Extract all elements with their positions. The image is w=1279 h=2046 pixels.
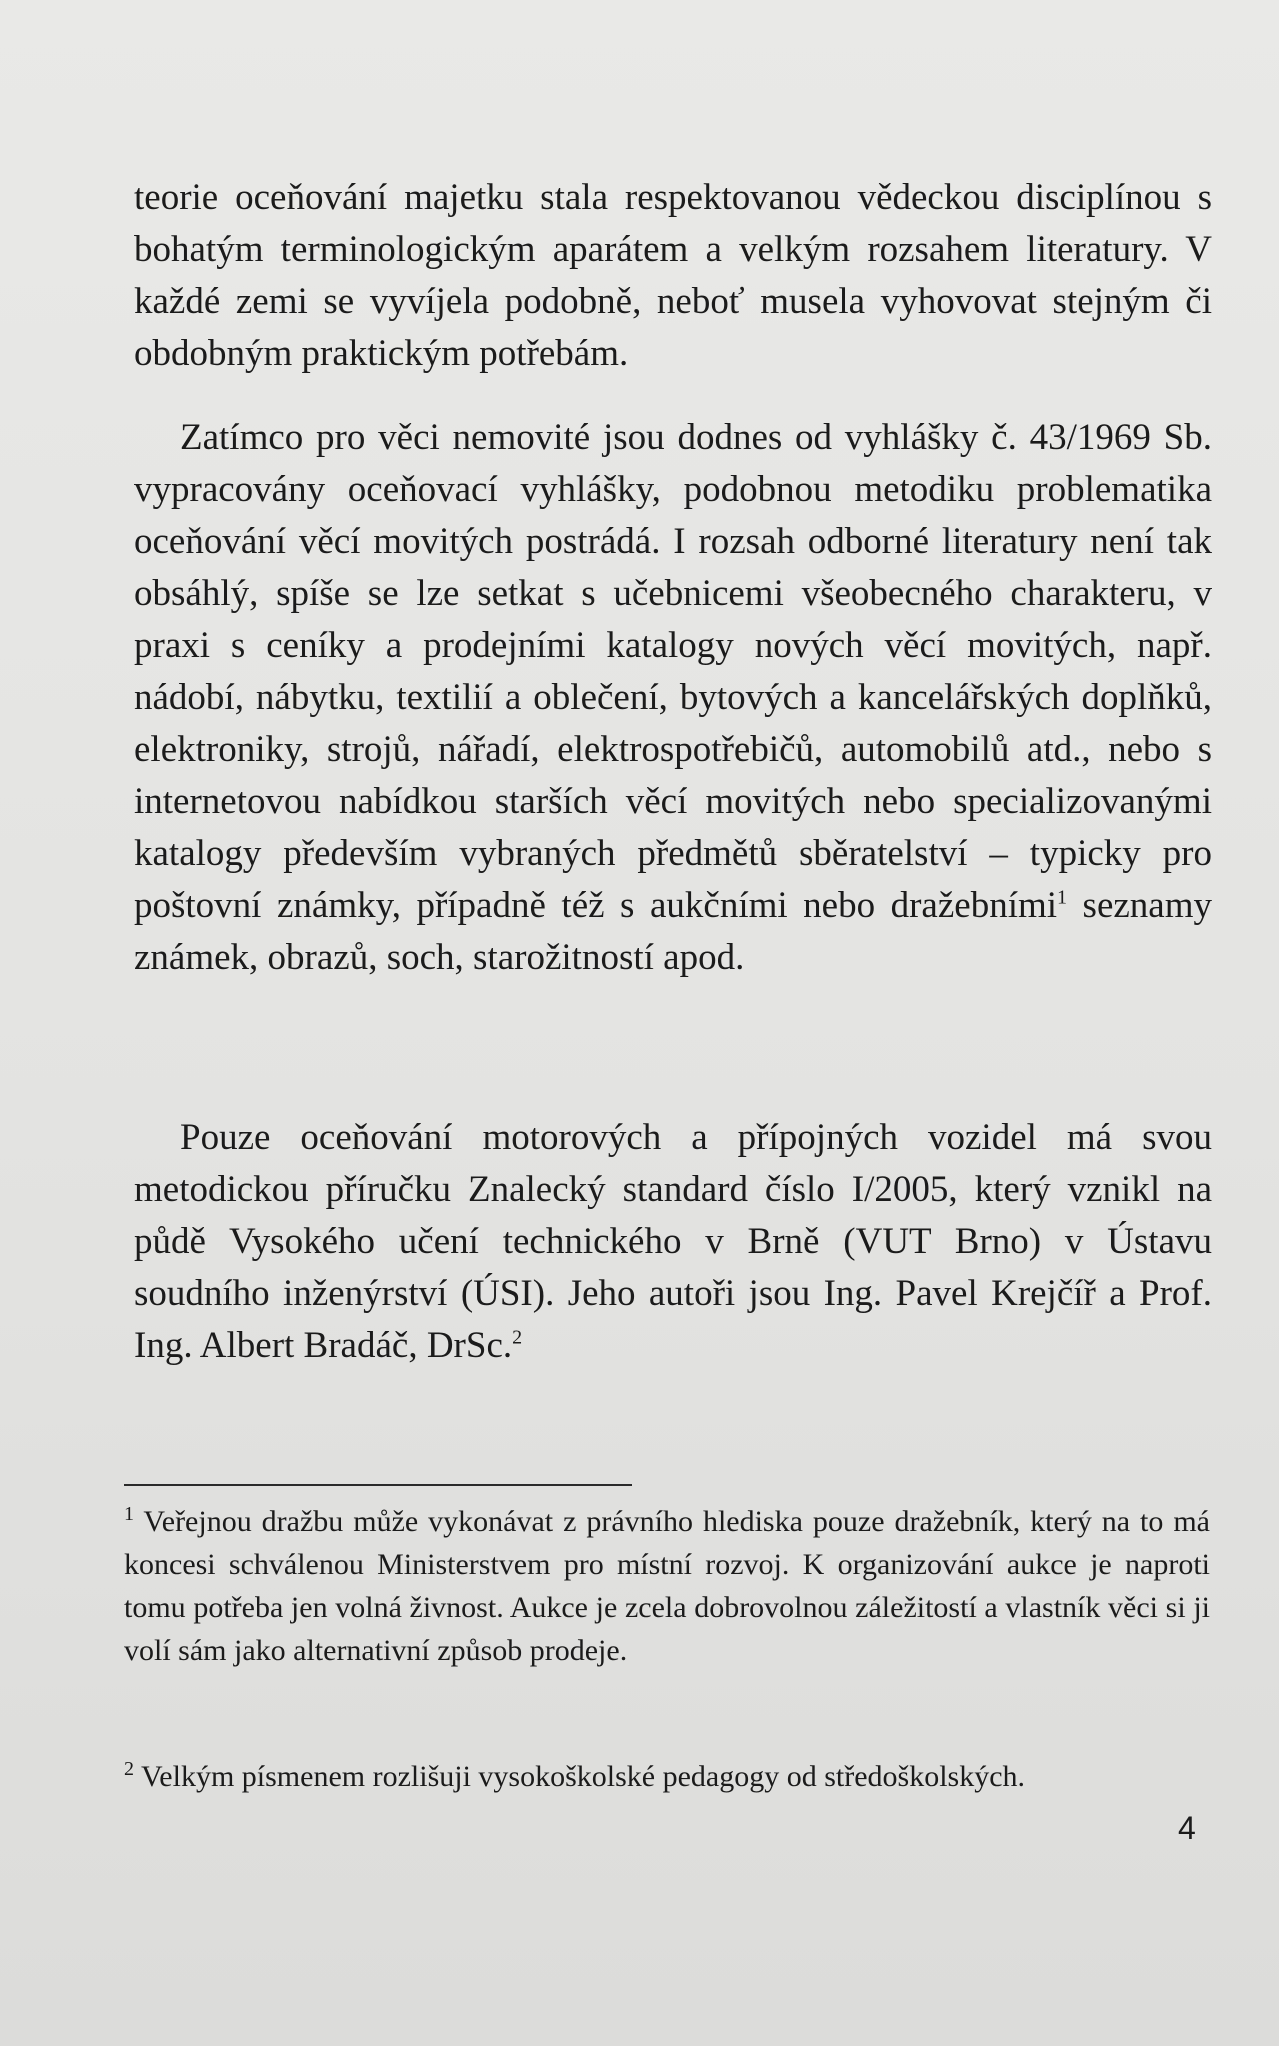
footnote-1-text: Veřejnou dražbu může vykonávat z právního hlediska pouze dražebník, který na to má koncesi schválenou Ministerstvem pro místní rozvoj. K organizování aukce je naproti tomu potřeba jen volná živnost. Aukce je zcela dobrovolnou záležitostí a vlastník věci si ji volí sám jako alternativní způsob prodeje. (124, 1505, 1210, 1667)
footnote-separator (124, 1484, 632, 1486)
body-paragraph-2-text-continued: seznamy známek, obrazů, soch, starožitností apod. (134, 885, 1212, 978)
body-paragraph-3-text: Pouze oceňování motorových a přípojných vozidel má svou metodickou příručku Znalecký standard číslo I/2005, který vznikl na půdě Vysokého učení technického v Brně (VUT Brno) v Ústavu soudního inženýrství (ÚSI). Jeho autoři jsou Ing. Pavel Krejčíř a Prof. Ing. Albert Bradáč, DrSc. (134, 1117, 1212, 1366)
footnote-1-marker: 1 (124, 1503, 134, 1525)
body-paragraph-2 (134, 412, 1212, 984)
footnote-2-text: Velkým písmenem rozlišuji vysokoškolské pedagogy od středoškolských. (134, 1760, 1026, 1793)
body-paragraph-1: teorie oceňování majetku stala respektovanou vědeckou disciplínou s bohatým terminologickým aparátem a velkým rozsahem literatury. V každé zemi se vyvíjela podobně, neboť musela vyhovovat stejným či obdobným praktickým potřebám. (134, 177, 1212, 374)
footnote-2-marker: 2 (124, 1758, 134, 1780)
page-number: 4 (1178, 1810, 1196, 1846)
footnote-reference-2: 2 (512, 1326, 523, 1349)
footnote-2 (124, 1755, 1210, 1798)
footnote-reference-1: 1 (1057, 886, 1068, 909)
footnote-1 (124, 1500, 1210, 1672)
body-paragraph-3 (134, 1112, 1212, 1372)
body-paragraph-2-text: Zatímco pro věci nemovité jsou dodnes od vyhlášky č. 43/1969 Sb. vypracovány oceňovací vyhlášky, podobnou metodiku problematika oceňování věcí movitých postrádá. I rozsah odborné literatury není tak obsáhlý, spíše se lze setkat s učebnicemi všeobecného charakteru, v praxi s ceníky a prodejními katalogy nových věcí movitých, např. nádobí, nábytku, textilií a oblečení, bytových a kancelářských doplňků, elektroniky, strojů, nářadí, elektrospotřebičů, automobilů atd., nebo s internetovou nabídkou starších věcí movitých nebo specializovanými katalogy především vybraných předmětů sběratelství – typicky pro poštovní známky, případně též s aukčními nebo dražebními (134, 417, 1212, 926)
